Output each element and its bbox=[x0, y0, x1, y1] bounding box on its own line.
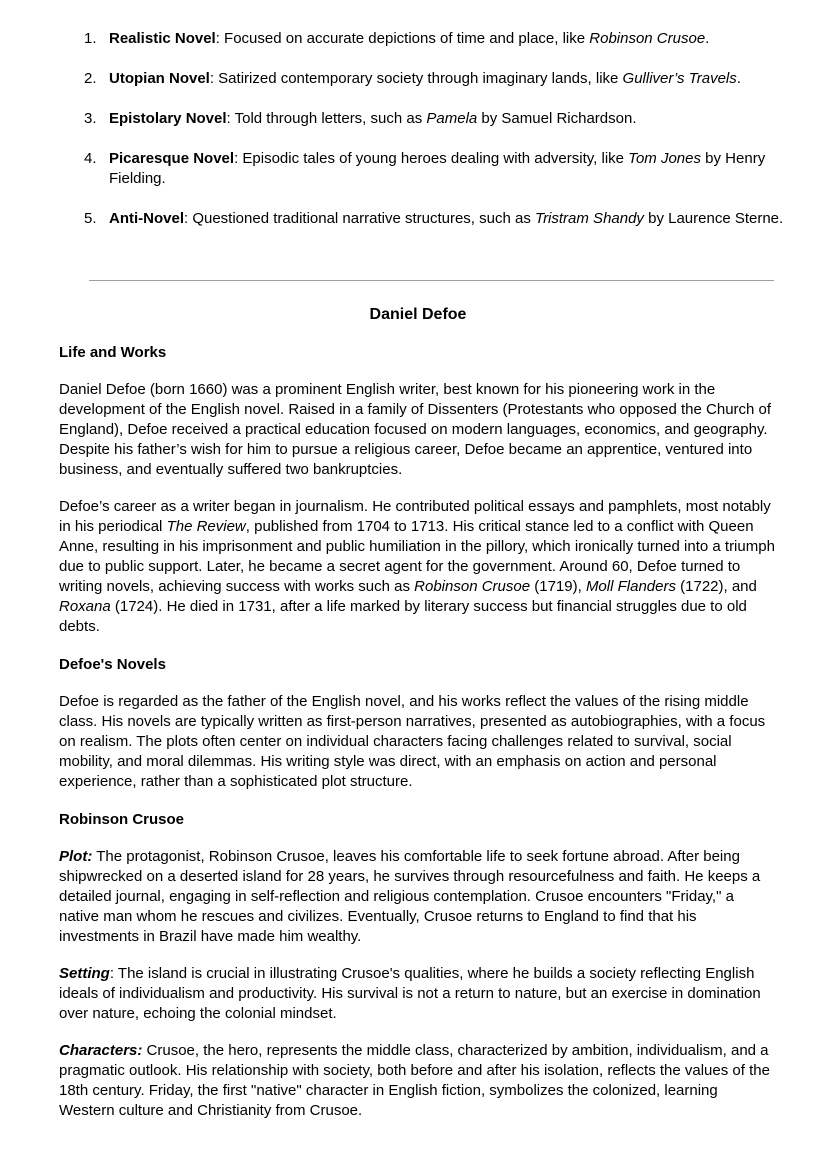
list-term: Epistolary Novel bbox=[109, 110, 227, 127]
plot-paragraph bbox=[59, 847, 777, 947]
book-title: Robinson Crusoe bbox=[414, 578, 531, 595]
characters-text: Crusoe, the hero, represents the middle class, characterized by ambition, individualism, and a pragmatic outlook. His relationship with society, both before and after his isolation, reflects the values of the 18th century. Friday, the first "native" character in English fiction, symbolizes the colonized, learning Western culture and Christianity from Crusoe. bbox=[59, 1042, 770, 1119]
setting-paragraph bbox=[59, 964, 777, 1024]
plot-label: Plot: bbox=[59, 848, 93, 865]
life-heading: Life and Works bbox=[59, 344, 167, 361]
list-desc: : Satirized contemporary society through imaginary lands, like bbox=[209, 70, 623, 87]
list-number: 2. bbox=[84, 70, 97, 87]
list-number: 1. bbox=[84, 30, 97, 47]
author-section bbox=[59, 305, 777, 1138]
text-run: , published from 1704 to 1713. His critical stance led to a conflict with Queen Anne, resulting in his imprisonment and public humiliation in the pillory, which ironically turned into a triumph due to public support. Later, he became a secret agent for the government. Around 60, Defoe turned to writing novels, achieving success with works such as bbox=[59, 518, 775, 595]
book-title: Robinson Crusoe bbox=[589, 30, 706, 47]
list-term: Utopian Novel bbox=[109, 70, 210, 87]
list-desc: : Focused on accurate depictions of time and place, like bbox=[215, 30, 590, 47]
list-desc: : Told through letters, such as bbox=[226, 110, 427, 127]
characters-label: Characters: bbox=[59, 1042, 143, 1059]
list-item bbox=[84, 69, 784, 89]
list-number: 3. bbox=[84, 110, 97, 127]
characters-paragraph bbox=[59, 1041, 777, 1121]
life-paragraph-2 bbox=[59, 497, 777, 637]
list-desc: : Questioned traditional narrative structures, such as bbox=[184, 210, 536, 227]
life-paragraph-1: Daniel Defoe (born 1660) was a prominent English writer, best known for his pioneering work in the development of the English novel. Raised in a family of Dissenters (Protestants who opposed the Church of England), Defoe received a practical education focused on modern languages, economics, and geography. Despite his father’s wish for him to pursue a religious career, Defoe became an apprentice, ventured into business, and eventually suffered two bankruptcies. bbox=[59, 381, 772, 478]
section-title: Daniel Defoe bbox=[369, 306, 467, 323]
list-item bbox=[84, 29, 784, 49]
text-run: Defoe’s career as a writer began in journalism. He contributed political essays and pamphlets, most notably in his periodical bbox=[59, 498, 771, 535]
list-term: Realistic Novel bbox=[109, 30, 216, 47]
list-number: 4. bbox=[84, 150, 97, 167]
list-desc: : Episodic tales of young heroes dealing with adversity, like bbox=[234, 150, 629, 167]
novel-types-list bbox=[84, 29, 784, 249]
text-run: (1722), and bbox=[675, 578, 757, 595]
crusoe-heading: Robinson Crusoe bbox=[59, 811, 185, 828]
plot-text: The protagonist, Robinson Crusoe, leaves his comfortable life to seek fortune abroad. After being shipwrecked on a deserted island for 28 years, he survives through resourcefulness and faith. He keeps a detailed journal, engaging in self-reflection and religious contemplation. Crusoe encounters "Friday," a native man whom he rescues and civilizes. Eventually, Crusoe returns to England to find that his investments in Brazil have made him wealthy. bbox=[59, 848, 761, 945]
list-term: Picaresque Novel bbox=[109, 150, 235, 167]
novels-paragraph: Defoe is regarded as the father of the English novel, and his works reflect the values of the rising middle class. His novels are typically written as first-person narratives, presented as autobiographies, with a focus on realism. The plots often center on individual characters facing challenges related to survival, social mobility, and moral dilemmas. His writing style was direct, with an emphasis on action and personal experience, rather than a sophisticated plot structure. bbox=[59, 693, 766, 790]
book-title: Pamela bbox=[426, 110, 478, 127]
list-desc-end: . bbox=[705, 30, 710, 47]
book-title: Roxana bbox=[59, 598, 111, 615]
list-term: Anti-Novel bbox=[109, 210, 184, 227]
book-title: Tom Jones bbox=[628, 150, 701, 167]
book-title: Tristram Shandy bbox=[535, 210, 644, 227]
periodical-title: The Review bbox=[166, 518, 246, 535]
book-title: Gulliver’s Travels bbox=[622, 70, 737, 87]
section-divider bbox=[89, 280, 774, 281]
novels-heading: Defoe's Novels bbox=[59, 656, 166, 673]
list-desc-end: by Laurence Sterne. bbox=[643, 210, 784, 227]
text-run: (1724). He died in 1731, after a life marked by literary success but financial struggles due to old debts. bbox=[59, 598, 747, 635]
list-item bbox=[84, 149, 784, 189]
list-number: 5. bbox=[84, 210, 97, 227]
list-item bbox=[84, 109, 784, 129]
list-desc-end: by Samuel Richardson. bbox=[477, 110, 637, 127]
list-item bbox=[84, 209, 784, 229]
setting-label: Setting bbox=[59, 965, 110, 982]
setting-text: : The island is crucial in illustrating Crusoe's qualities, where he builds a society reflecting English ideals of individualism and productivity. His survival is not a return to nature, but an exercise in domination over nature, echoing the colonial mindset. bbox=[59, 965, 761, 1022]
book-title: Moll Flanders bbox=[585, 578, 676, 595]
text-run: (1719), bbox=[530, 578, 586, 595]
list-desc-end: by Henry Fielding. bbox=[109, 150, 766, 187]
list-desc-end: . bbox=[736, 70, 741, 87]
